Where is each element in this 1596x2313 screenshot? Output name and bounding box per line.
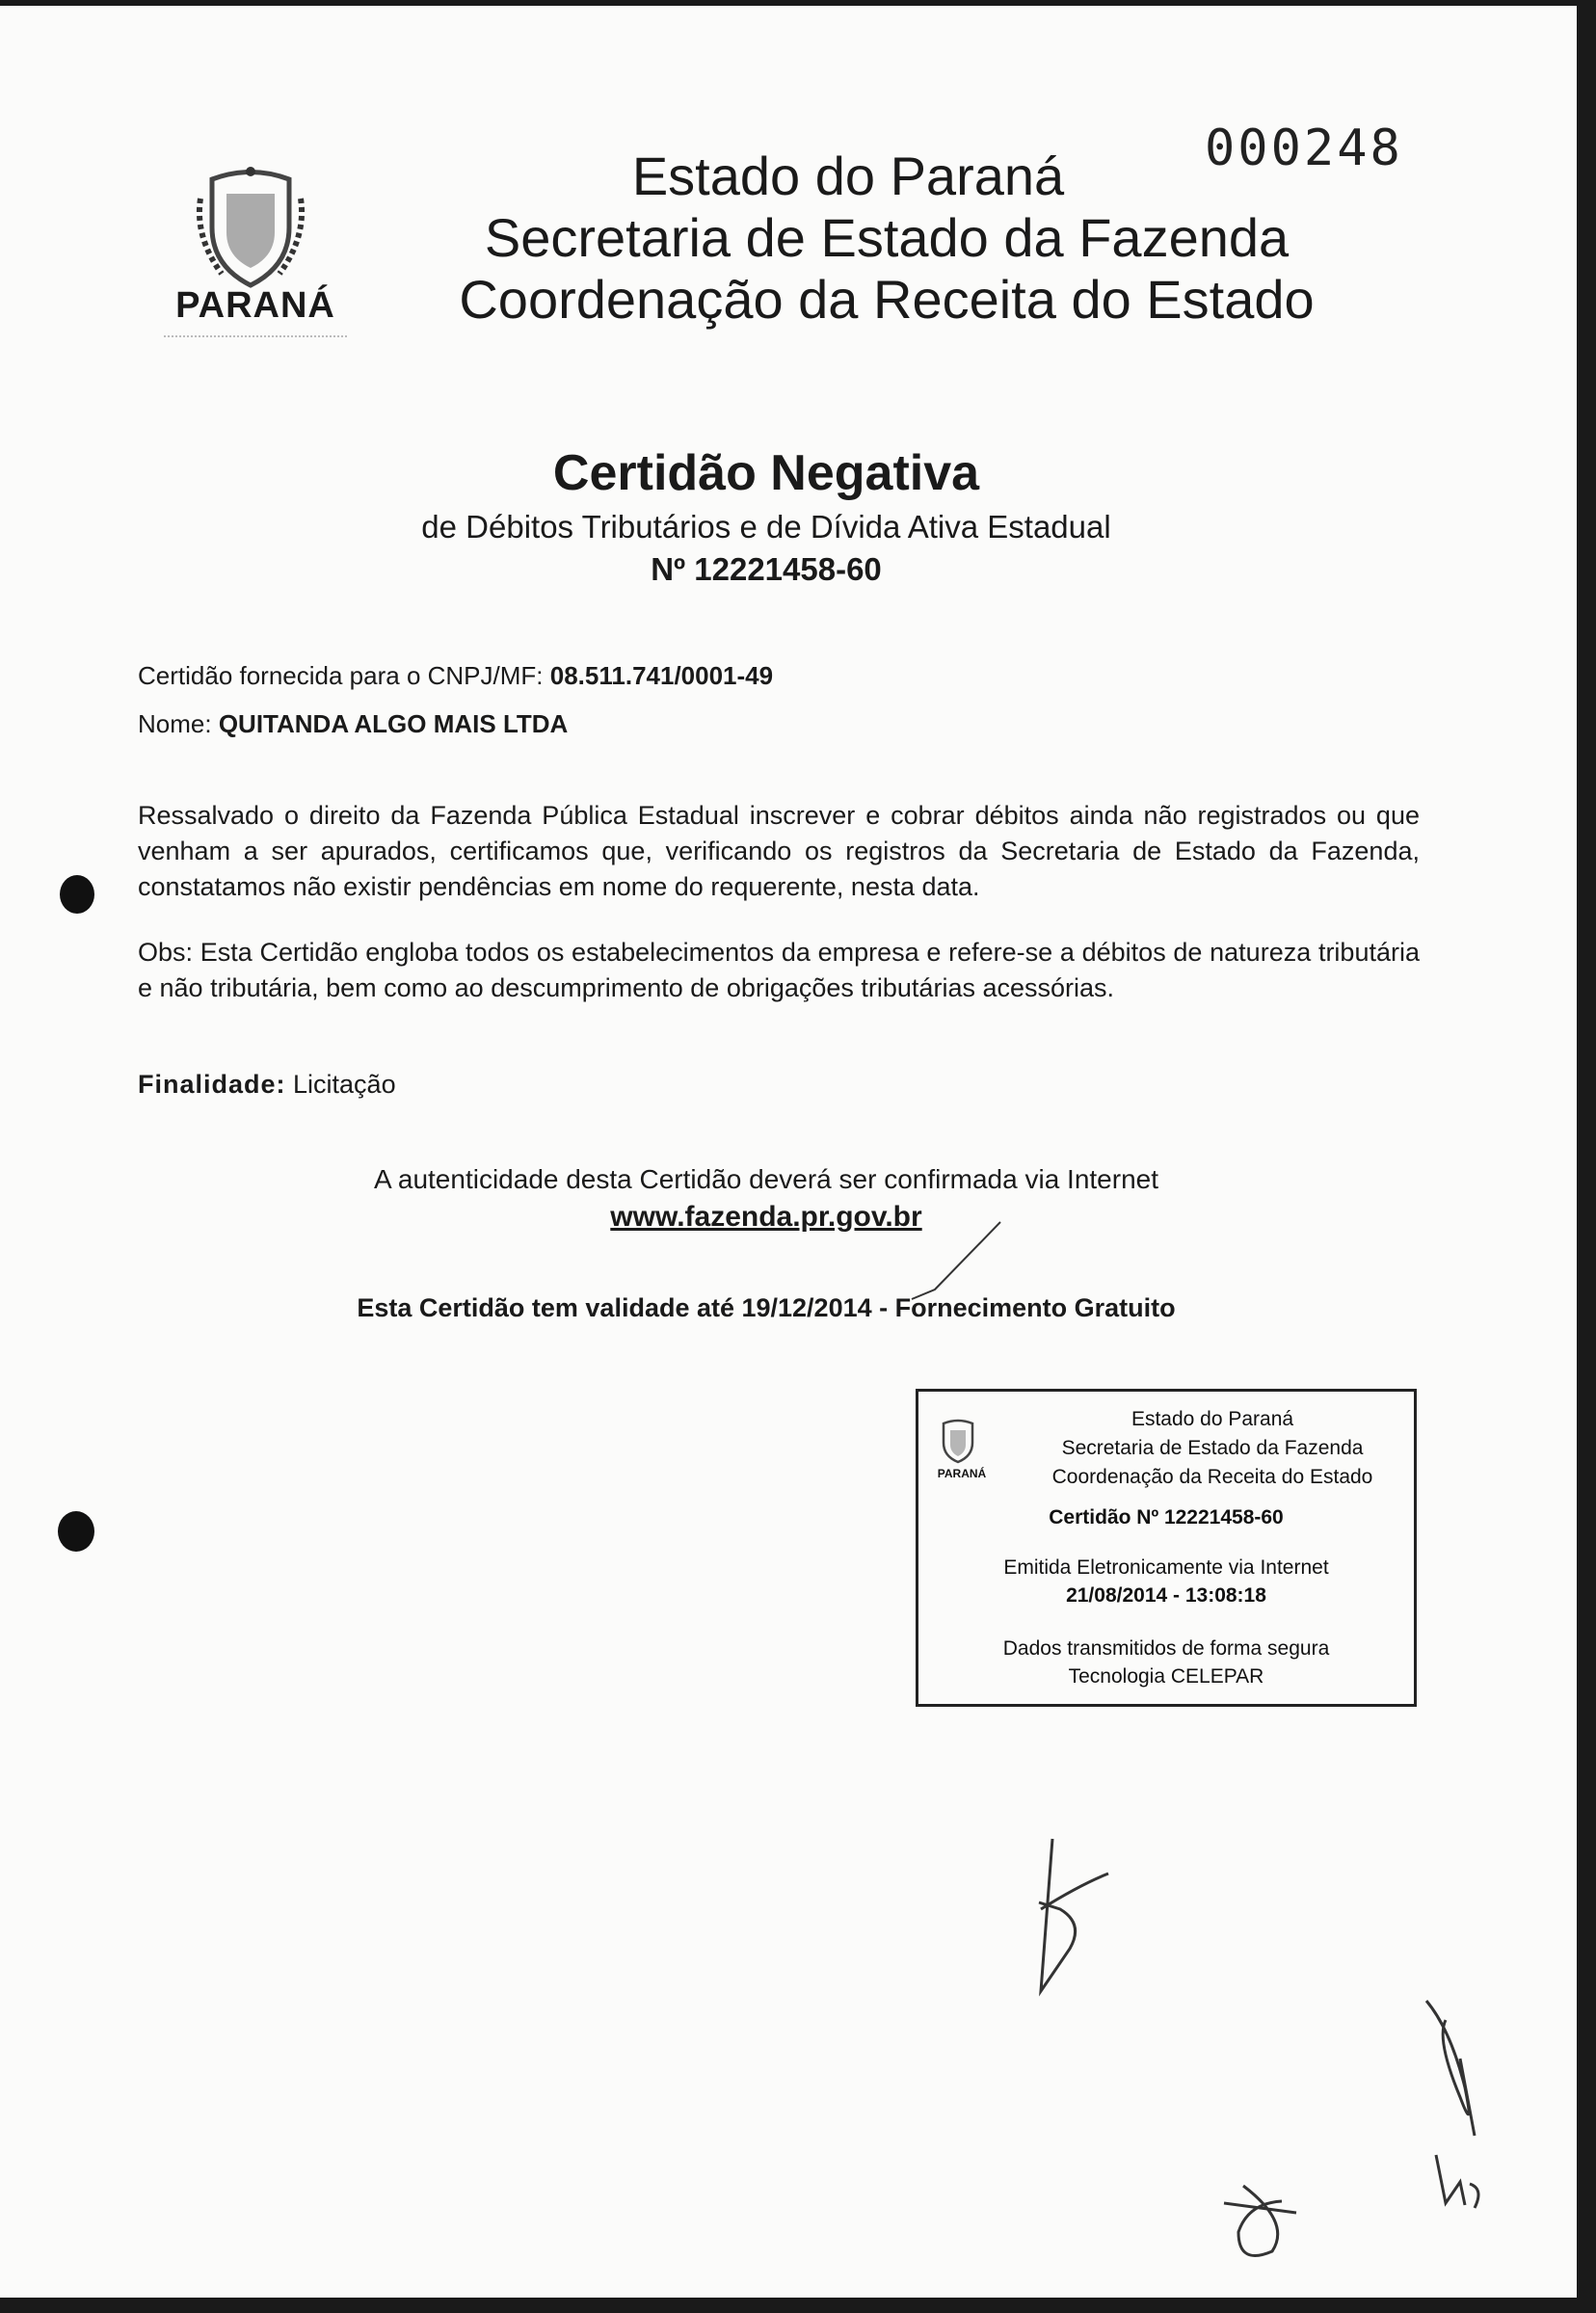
seal-label: PARANÁ xyxy=(175,285,335,326)
observation-paragraph: Obs: Esta Certidão engloba todos os estabelecimentos da empresa e refere-se a débitos de natureza tributária e não tributária, bem como ao descumprimento de obrigações tributárias acessórias. xyxy=(138,938,1420,1002)
punch-hole-bottom xyxy=(58,1511,94,1552)
stamp-emitted: Emitida Eletronicamente via Internet xyxy=(1003,1556,1329,1579)
purpose-value: Licitação xyxy=(293,1070,396,1099)
certification-paragraph: Ressalvado o direito da Fazenda Pública Estadual inscrever e cobrar débitos ainda não registrados ou que venham a ser apurados, certificamos que, verificando os registros da Secretaria de Estado da Fazenda, constatamos não existir pendências em nome do requerente, nesta data. xyxy=(138,801,1420,901)
stamp-cert-number: Certidão Nº 12221458-60 xyxy=(1049,1506,1284,1529)
cnpj-value: 08.511.741/0001-49 xyxy=(549,661,774,690)
document-page xyxy=(0,6,1577,2298)
certificate-title: Certidão Negativa xyxy=(552,445,980,501)
stamp-header xyxy=(1015,1405,1410,1492)
purpose-label: Finalidade: xyxy=(138,1070,286,1099)
document-number: 000248 xyxy=(1205,120,1403,177)
issuer-state: Estado do Paraná xyxy=(631,146,1065,206)
purpose-field xyxy=(138,1070,396,1100)
website-link[interactable]: www.fazenda.pr.gov.br xyxy=(610,1201,922,1233)
small-initials xyxy=(1436,2155,1478,2208)
pen-check-mark xyxy=(912,1222,1000,1299)
name-field xyxy=(138,709,568,739)
stamp-coat-of-arms-icon xyxy=(936,1416,980,1464)
cnpj-field xyxy=(138,661,773,691)
rubric-signature xyxy=(1426,2001,1475,2136)
page-number-mark xyxy=(1224,2186,1296,2256)
stamp-secretariat: Secretaria de Estado da Fazenda xyxy=(1061,1437,1364,1459)
certificate-number: Nº 12221458-60 xyxy=(651,551,882,587)
punch-hole-top xyxy=(60,875,94,914)
certificate-subtitle: de Débitos Tributários e de Dívida Ativa Estadual xyxy=(421,509,1111,545)
seal-divider xyxy=(164,335,347,351)
name-label: Nome: xyxy=(138,709,212,738)
authenticity-note: A autenticidade desta Certidão deverá ser confirmada via Internet xyxy=(373,1164,1159,1194)
stamp-coordination: Coordenação da Receita do Estado xyxy=(1051,1466,1373,1488)
stamp-secure: Dados transmitidos de forma segura xyxy=(1002,1637,1330,1660)
stamp-seal-label: PARANÁ xyxy=(937,1467,987,1480)
issuer-coordination: Coordenação da Receita do Estado xyxy=(459,269,1315,330)
stamp-state: Estado do Paraná xyxy=(1130,1408,1294,1430)
issuer-secretariat: Secretaria de Estado da Fazenda xyxy=(484,207,1290,268)
emission-stamp xyxy=(916,1389,1417,1707)
website-line xyxy=(0,1201,1532,1234)
stamp-datetime: 21/08/2014 - 13:08:18 xyxy=(1066,1584,1266,1607)
name-value: QUITANDA ALGO MAIS LTDA xyxy=(218,709,569,738)
validity-line: Esta Certidão tem validade até 19/12/2014 - Fornecimento Gratuito xyxy=(357,1293,1176,1322)
stamp-tech: Tecnologia CELEPAR xyxy=(1068,1665,1264,1688)
cnpj-label: Certidão fornecida para o CNPJ/MF: xyxy=(138,661,544,690)
issuer-header xyxy=(405,146,1369,331)
parana-coat-of-arms-icon xyxy=(193,160,308,295)
initial-signature xyxy=(1039,1839,1108,1991)
